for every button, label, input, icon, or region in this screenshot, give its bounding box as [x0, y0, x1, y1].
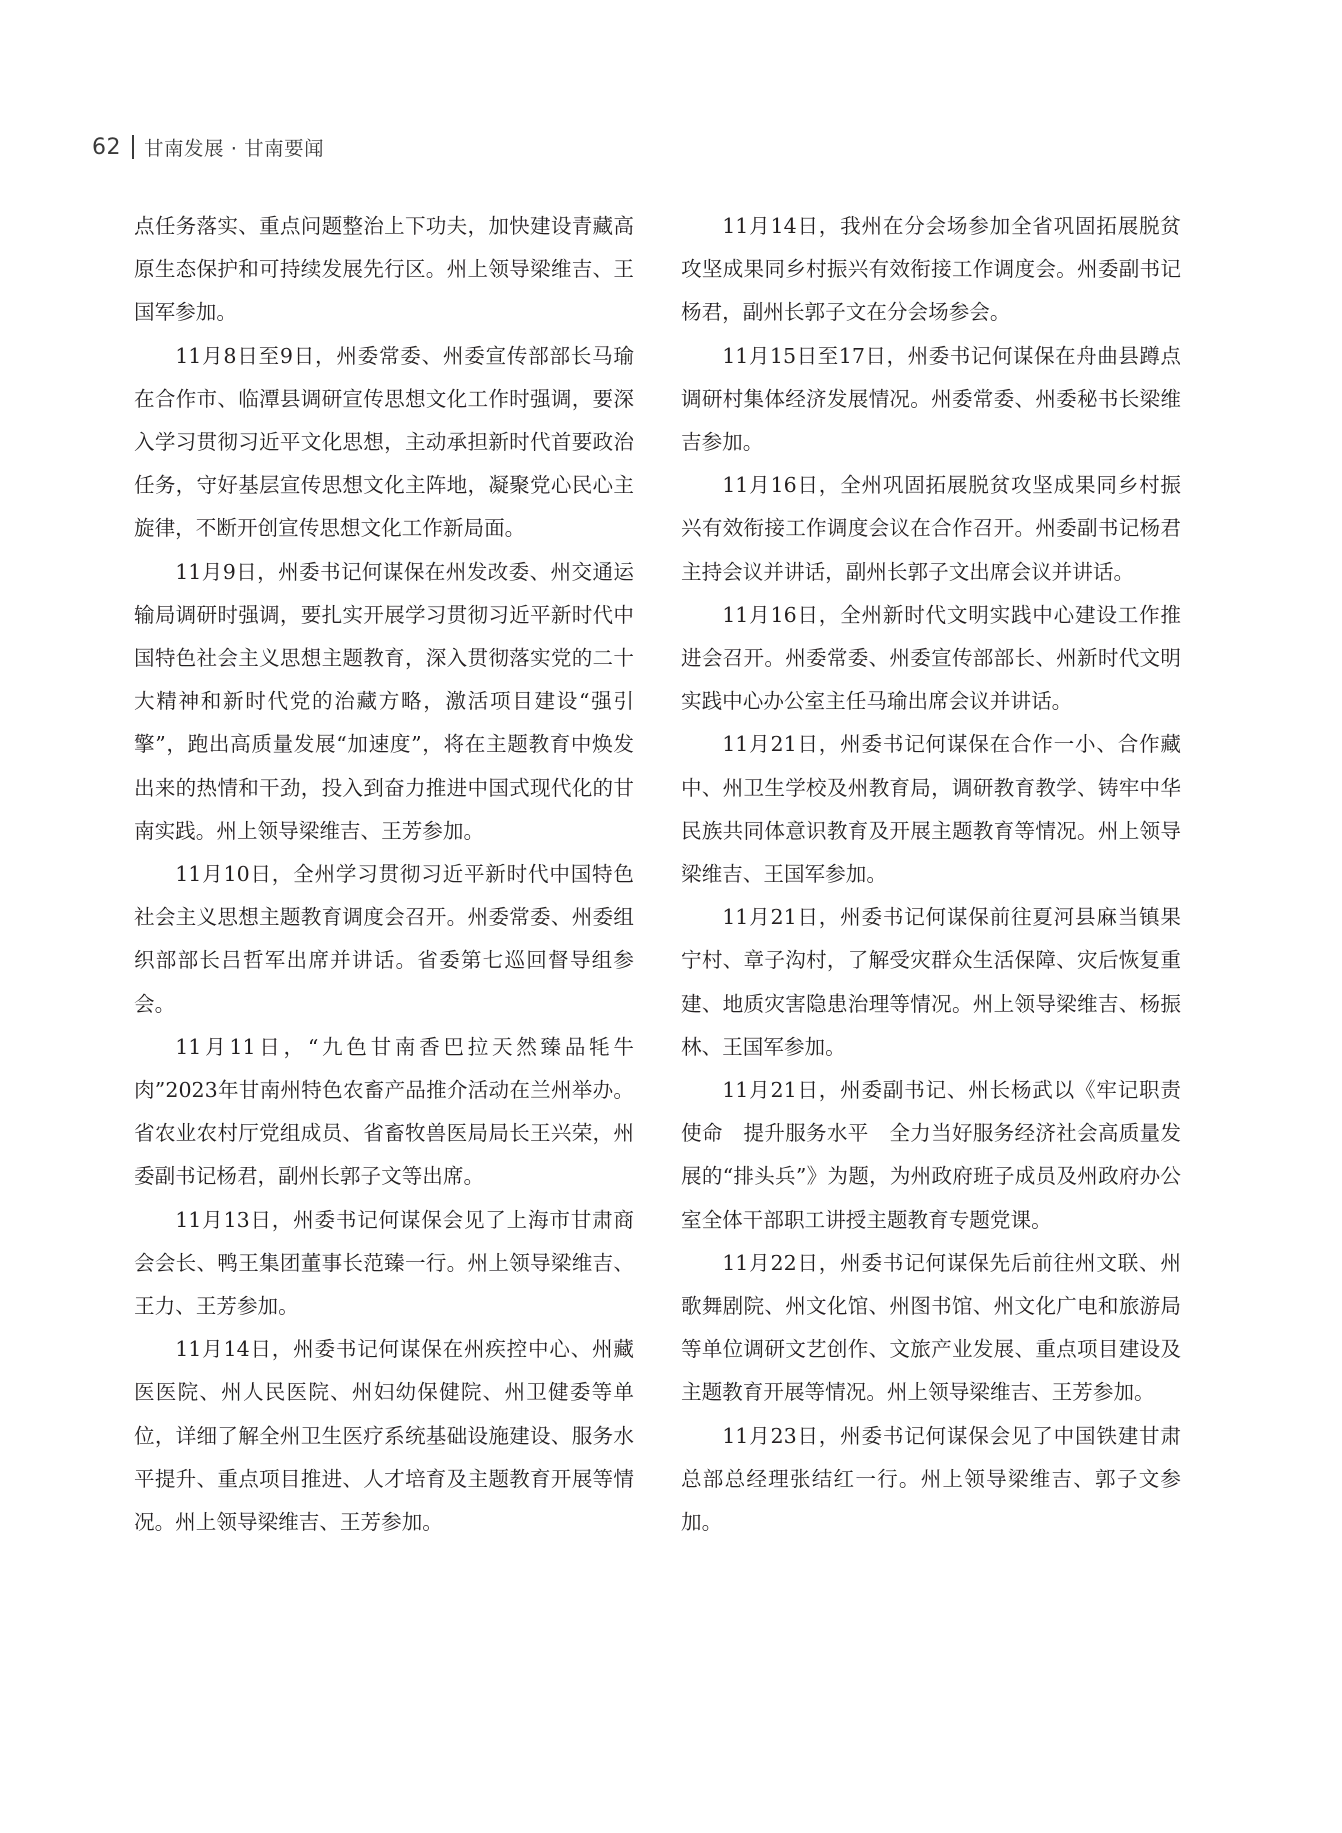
news-paragraph: 11月16日，全州新时代文明实践中心建设工作推进会召开。州委常委、州委宣传部部长、州新时代文明实践中心办公室主任马瑜出席会议并讲话。: [681, 602, 1181, 714]
news-paragraph: 11月11日，“九色甘南香巴拉天然臻品牦牛肉”2023年甘南州特色农畜产品推介活动在兰州举办。省农业农村厅党组成员、省畜牧兽医局局长王兴荣，州委副书记杨君，副州长郭子文等出席。: [134, 1034, 634, 1189]
news-paragraph: 11月9日，州委书记何谋保在州发改委、州交通运输局调研时强调，要扎实开展学习贯彻习近平新时代中国特色社会主义思想主题教育，深入贯彻落实党的二十大精神和新时代党的治藏方略，激活项目建设“强引擎”，跑出高质量发展“加速度”，将在主题教育中焕发出来的热情和干劲，投入到奋力推进中国式现代化的甘南实践。州上领导梁维吉、王芳参加。: [134, 559, 634, 843]
news-paragraph: 11月16日，全州巩固拓展脱贫攻坚成果同乡村振兴有效衔接工作调度会议在合作召开。州委副书记杨君主持会议并讲话，副州长郭子文出席会议并讲话。: [681, 473, 1181, 584]
news-paragraph: 11月23日，州委书记何谋保会见了中国铁建甘肃总部总经理张结红一行。州上领导梁维吉、郭子文参加。: [681, 1423, 1181, 1535]
section-title: 甘南发展 · 甘南要闻: [144, 137, 325, 160]
news-paragraph: 11月13日，州委书记何谋保会见了上海市甘肃商会会长、鸭王集团董事长范臻一行。州上领导梁维吉、王力、王芳参加。: [134, 1207, 634, 1319]
news-paragraph: 11月8日至9日，州委常委、州委宣传部部长马瑜在合作市、临潭县调研宣传思想文化工作时强调，要深入学习贯彻习近平文化思想，主动承担新时代首要政治任务，守好基层宣传思想文化主阵地，凝聚党心民心主旋律，不断开创宣传思想文化工作新局面。: [134, 343, 634, 541]
news-paragraph: 11月21日，州委书记何谋保在合作一小、合作藏中、州卫生学校及州教育局，调研教育教学、铸牢中华民族共同体意识教育及开展主题教育等情况。州上领导梁维吉、王国军参加。: [681, 732, 1181, 887]
page-number: 62: [92, 134, 121, 160]
left-column: [134, 205, 634, 1544]
news-paragraph: 11月21日，州委书记何谋保前往夏河县麻当镇果宁村、章子沟村，了解受灾群众生活保障、灾后恢复重建、地质灾害隐患治理等情况。州上领导梁维吉、杨振林、王国军参加。: [681, 905, 1181, 1059]
news-paragraph: 11月22日，州委书记何谋保先后前往州文联、州歌舞剧院、州文化馆、州图书馆、州文化广电和旅游局等单位调研文艺创作、文旅产业发展、重点项目建设及主题教育开展等情况。州上领导梁维吉、王芳参加。: [681, 1250, 1181, 1405]
news-paragraph: 11月10日，全州学习贯彻习近平新时代中国特色社会主义思想主题教育调度会召开。州委常委、州委组织部部长吕哲军出席并讲话。省委第七巡回督导组参会。: [134, 862, 634, 1016]
news-paragraph: 11月15日至17日，州委书记何谋保在舟曲县蹲点调研村集体经济发展情况。州委常委、州委秘书长梁维吉参加。: [681, 343, 1181, 455]
news-paragraph: 11月14日，州委书记何谋保在州疾控中心、州藏医医院、州人民医院、州妇幼保健院、州卫健委等单位，详细了解全州卫生医疗系统基础设施建设、服务水平提升、重点项目推进、人才培育及主题教育开展等情况。州上领导梁维吉、王芳参加。: [134, 1337, 634, 1535]
header-divider: [132, 135, 134, 159]
page-header: [92, 130, 324, 164]
news-paragraph: 点任务落实、重点问题整治上下功夫，加快建设青藏高原生态保护和可持续发展先行区。州上领导梁维吉、王国军参加。: [134, 214, 634, 325]
news-paragraph: 11月14日，我州在分会场参加全省巩固拓展脱贫攻坚成果同乡村振兴有效衔接工作调度会。州委副书记杨君，副州长郭子文在分会场参会。: [681, 214, 1181, 325]
news-paragraph: 11月21日，州委副书记、州长杨武以《牢记职责使命 提升服务水平 全力当好服务经济社会高质量发展的“排头兵”》为题，为州政府班子成员及州政府办公室全体干部职工讲授主题教育专题党课。: [681, 1078, 1181, 1232]
right-column: [681, 205, 1181, 1544]
